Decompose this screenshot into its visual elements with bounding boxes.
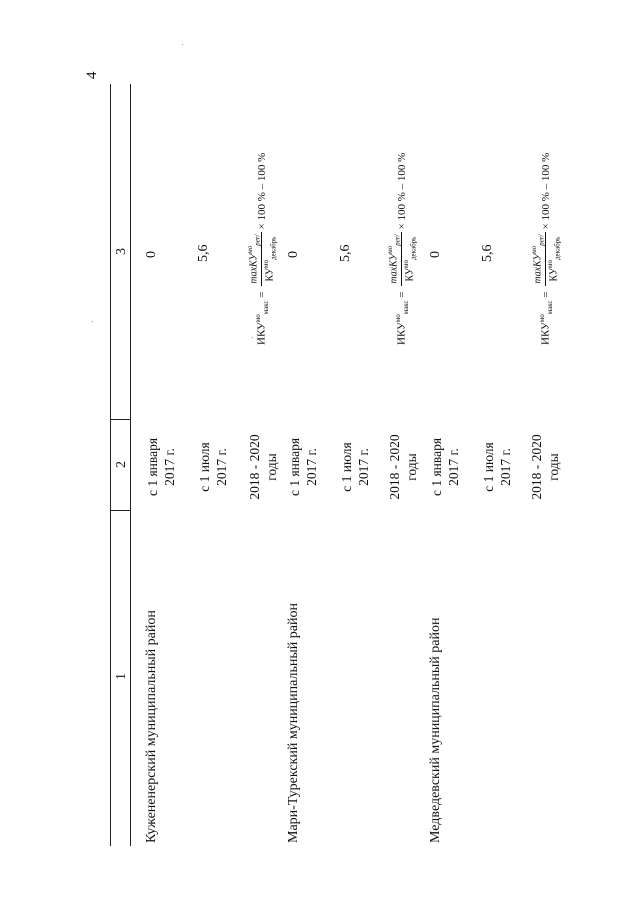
column-separator-2 (110, 419, 130, 420)
formula: $ИКУ^{мо}_{макс}$ = maxКУ$^{мо}_{per/}$ $КУ^{мо}_{декабрь}$ × 100 % – 100 % (386, 152, 418, 345)
value-cell: 0 (286, 251, 301, 258)
period-cell: с 1 января 2017 г. (429, 437, 461, 497)
value-cell: 5,6 (338, 244, 353, 262)
period-cell: 2018 - 2020 годы (387, 434, 419, 500)
period-cell: с 1 января 2017 г. (287, 437, 319, 497)
period-cell: с 1 июля 2017 г. (339, 442, 371, 492)
period-cell: 2018 - 2020 годы (529, 434, 561, 500)
column-separator-1 (110, 510, 130, 511)
period-cell: с 1 июля 2017 г. (197, 442, 229, 492)
period-cell: с 1 июля 2017 г. (481, 442, 513, 492)
value-cell: 0 (428, 251, 443, 258)
header-col1: 1 (114, 673, 129, 680)
value-cell: 0 (144, 251, 159, 258)
table-rule-top (110, 84, 111, 846)
header-col3: 3 (114, 248, 129, 255)
header-col2: 2 (114, 461, 129, 468)
district-name: Мари-Турекский муниципальный район (286, 603, 301, 843)
period-cell: с 1 января 2017 г. (145, 437, 177, 497)
formula: $ИКУ^{мо}_{макс}$ = maxКУ$^{мо}_{per/}$ $КУ^{мо}_{декабрь}$ × 100 % – 100 % (530, 152, 562, 345)
page-number: 4 (84, 71, 100, 79)
scan-speck (182, 44, 183, 45)
scan-speck (252, 337, 253, 338)
formula: $ИКУ^{мо}_{макс}$ = maxКУ$^{мо}_{per/}$ $КУ^{мо}_{декабрь}$ × 100 % – 100 % (246, 152, 278, 345)
district-name: Медведевский муниципальный район (428, 617, 443, 843)
value-cell: 5,6 (480, 244, 495, 262)
district-name: Кужененерский муниципальный район (144, 610, 159, 843)
period-cell: 2018 - 2020 годы (247, 434, 279, 500)
table-rule-header (130, 84, 131, 846)
value-cell: 5,6 (196, 244, 211, 262)
scan-speck (92, 321, 93, 322)
